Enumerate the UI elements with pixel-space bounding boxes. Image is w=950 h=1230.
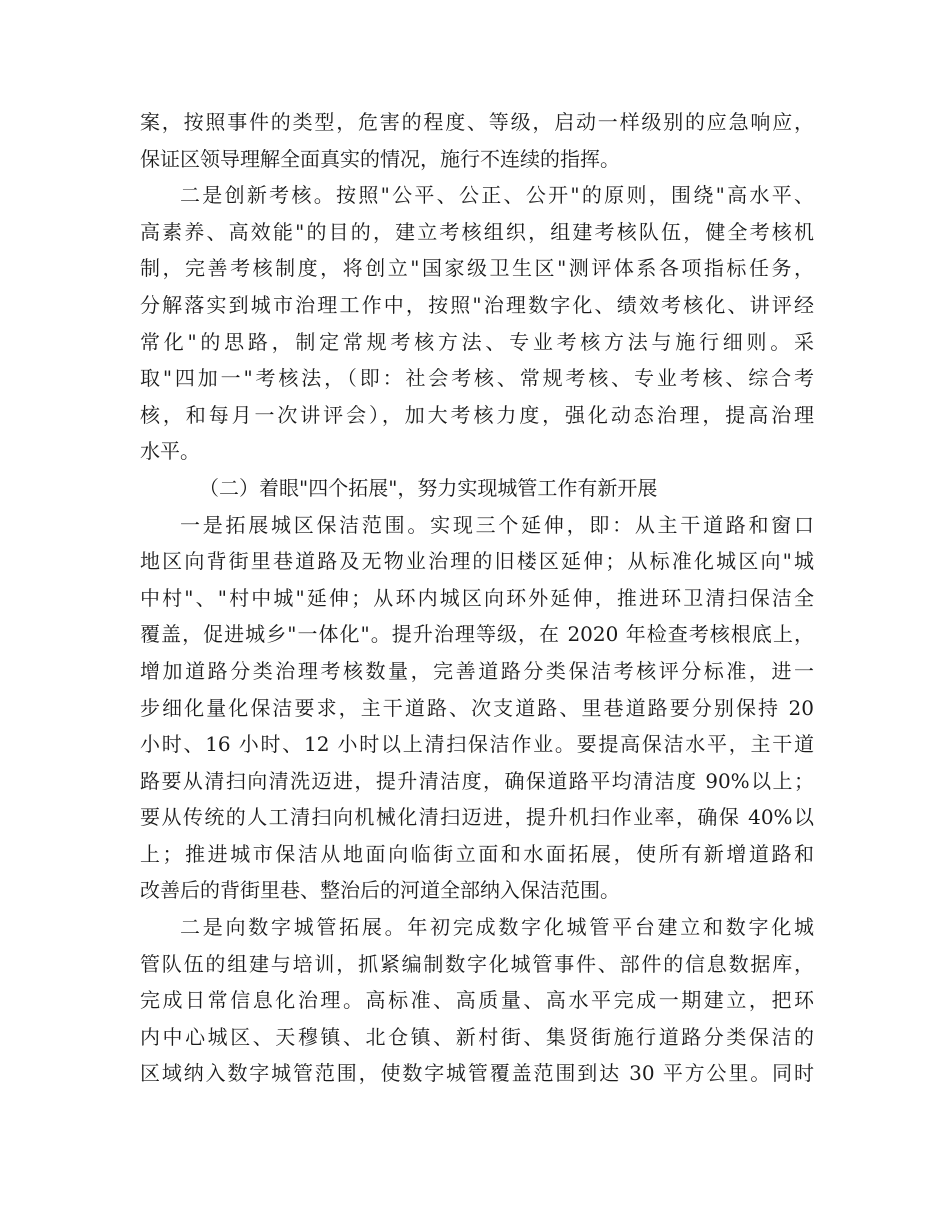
text-line: 覆盖，促进城乡"一体化"。提升治理等级，在 2020 年检查考核根底上， [140, 622, 814, 647]
text-line: 分解落实到城市治理工作中，按照"治理数字化、绩效考核化、讲评经 [140, 292, 814, 317]
text-line: 中村"、"村中城"延伸；从环内城区向环外延伸，推进环卫清扫保洁全 [140, 585, 814, 610]
text-line: 案，按照事件的类型，危害的程度、等级，启动一样级别的应急响应， [140, 110, 814, 134]
paragraph-digital-management [140, 909, 814, 1092]
text-line: 小时、16 小时、12 小时以上清扫保洁作业。要提高保洁水平，主干道 [140, 732, 814, 757]
text-line: 水平。 [140, 439, 200, 464]
text-line: 常化"的思路，制定常规考核方法、专业考核方法与施行细则。采 [140, 329, 814, 354]
text-line: 增加道路分类治理考核数量，完善道路分类保洁考核评分标准，进一 [140, 658, 814, 683]
text-line: 区域纳入数字城管范围，使数字城管覆盖范围到达 30 平方公里。同时 [140, 1061, 814, 1086]
text-line: 保证区领导理解全面真实的情况，施行不连续的指挥。 [140, 146, 620, 171]
text-line: 完成日常信息化治理。高标准、高质量、高水平完成一期建立，把环 [140, 988, 814, 1013]
paragraph-innovative-assessment [140, 177, 814, 470]
paragraph-cleaning-scope [140, 507, 814, 910]
text-line: 制，完善考核制度，将创立"国家级卫生区"测评体系各项指标任务， [140, 256, 814, 281]
text-line: 取"四加一"考核法，（即：社会考核、常规考核、专业考核、综合考 [140, 366, 814, 391]
text-line: 步细化量化保洁要求，主干道路、次支道路、里巷道路要分别保持 20 [140, 695, 814, 720]
paragraph-emergency-response [140, 104, 814, 177]
text-line: （二）着眼"四个拓展"，努力实现城管工作有新开展 [199, 475, 658, 500]
text-line: 内中心城区、天穆镇、北仓镇、新村街、集贤街施行道路分类保洁的 [140, 1024, 814, 1049]
text-line: 管队伍的组建与培训，抓紧编制数字化城管事件、部件的信息数据库， [140, 951, 814, 976]
section-heading-four-expansions [140, 470, 814, 507]
text-line: 一是拓展城区保洁范围。实现三个延伸，即：从主干道路和窗口 [180, 512, 814, 537]
document-page [140, 104, 814, 1092]
text-line: 上；推进城市保洁从地面向临街立面和水面拓展，使所有新增道路和 [140, 841, 814, 866]
text-line: 二是向数字城管拓展。年初完成数字化城管平台建立和数字化城 [180, 915, 814, 940]
text-line: 要从传统的人工清扫向机械化清扫迈进，提升机扫作业率，确保 40%以 [140, 805, 814, 830]
text-line: 二是创新考核。按照"公平、公正、公开"的原则，围绕"高水平、 [180, 183, 814, 208]
text-line: 路要从清扫向清洗迈进，提升清洁度，确保道路平均清洁度 90%以上； [140, 768, 814, 793]
text-line: 高素养、高效能"的目的，建立考核组织，组建考核队伍，健全考核机 [140, 219, 814, 244]
text-line: 改善后的背街里巷、整治后的河道全部纳入保洁范围。 [140, 878, 620, 903]
text-line: 核，和每月一次讲评会），加大考核力度，强化动态治理，提高治理 [140, 402, 814, 427]
text-line: 地区向背街里巷道路及无物业治理的旧楼区延伸；从标准化城区向"城 [140, 549, 814, 574]
